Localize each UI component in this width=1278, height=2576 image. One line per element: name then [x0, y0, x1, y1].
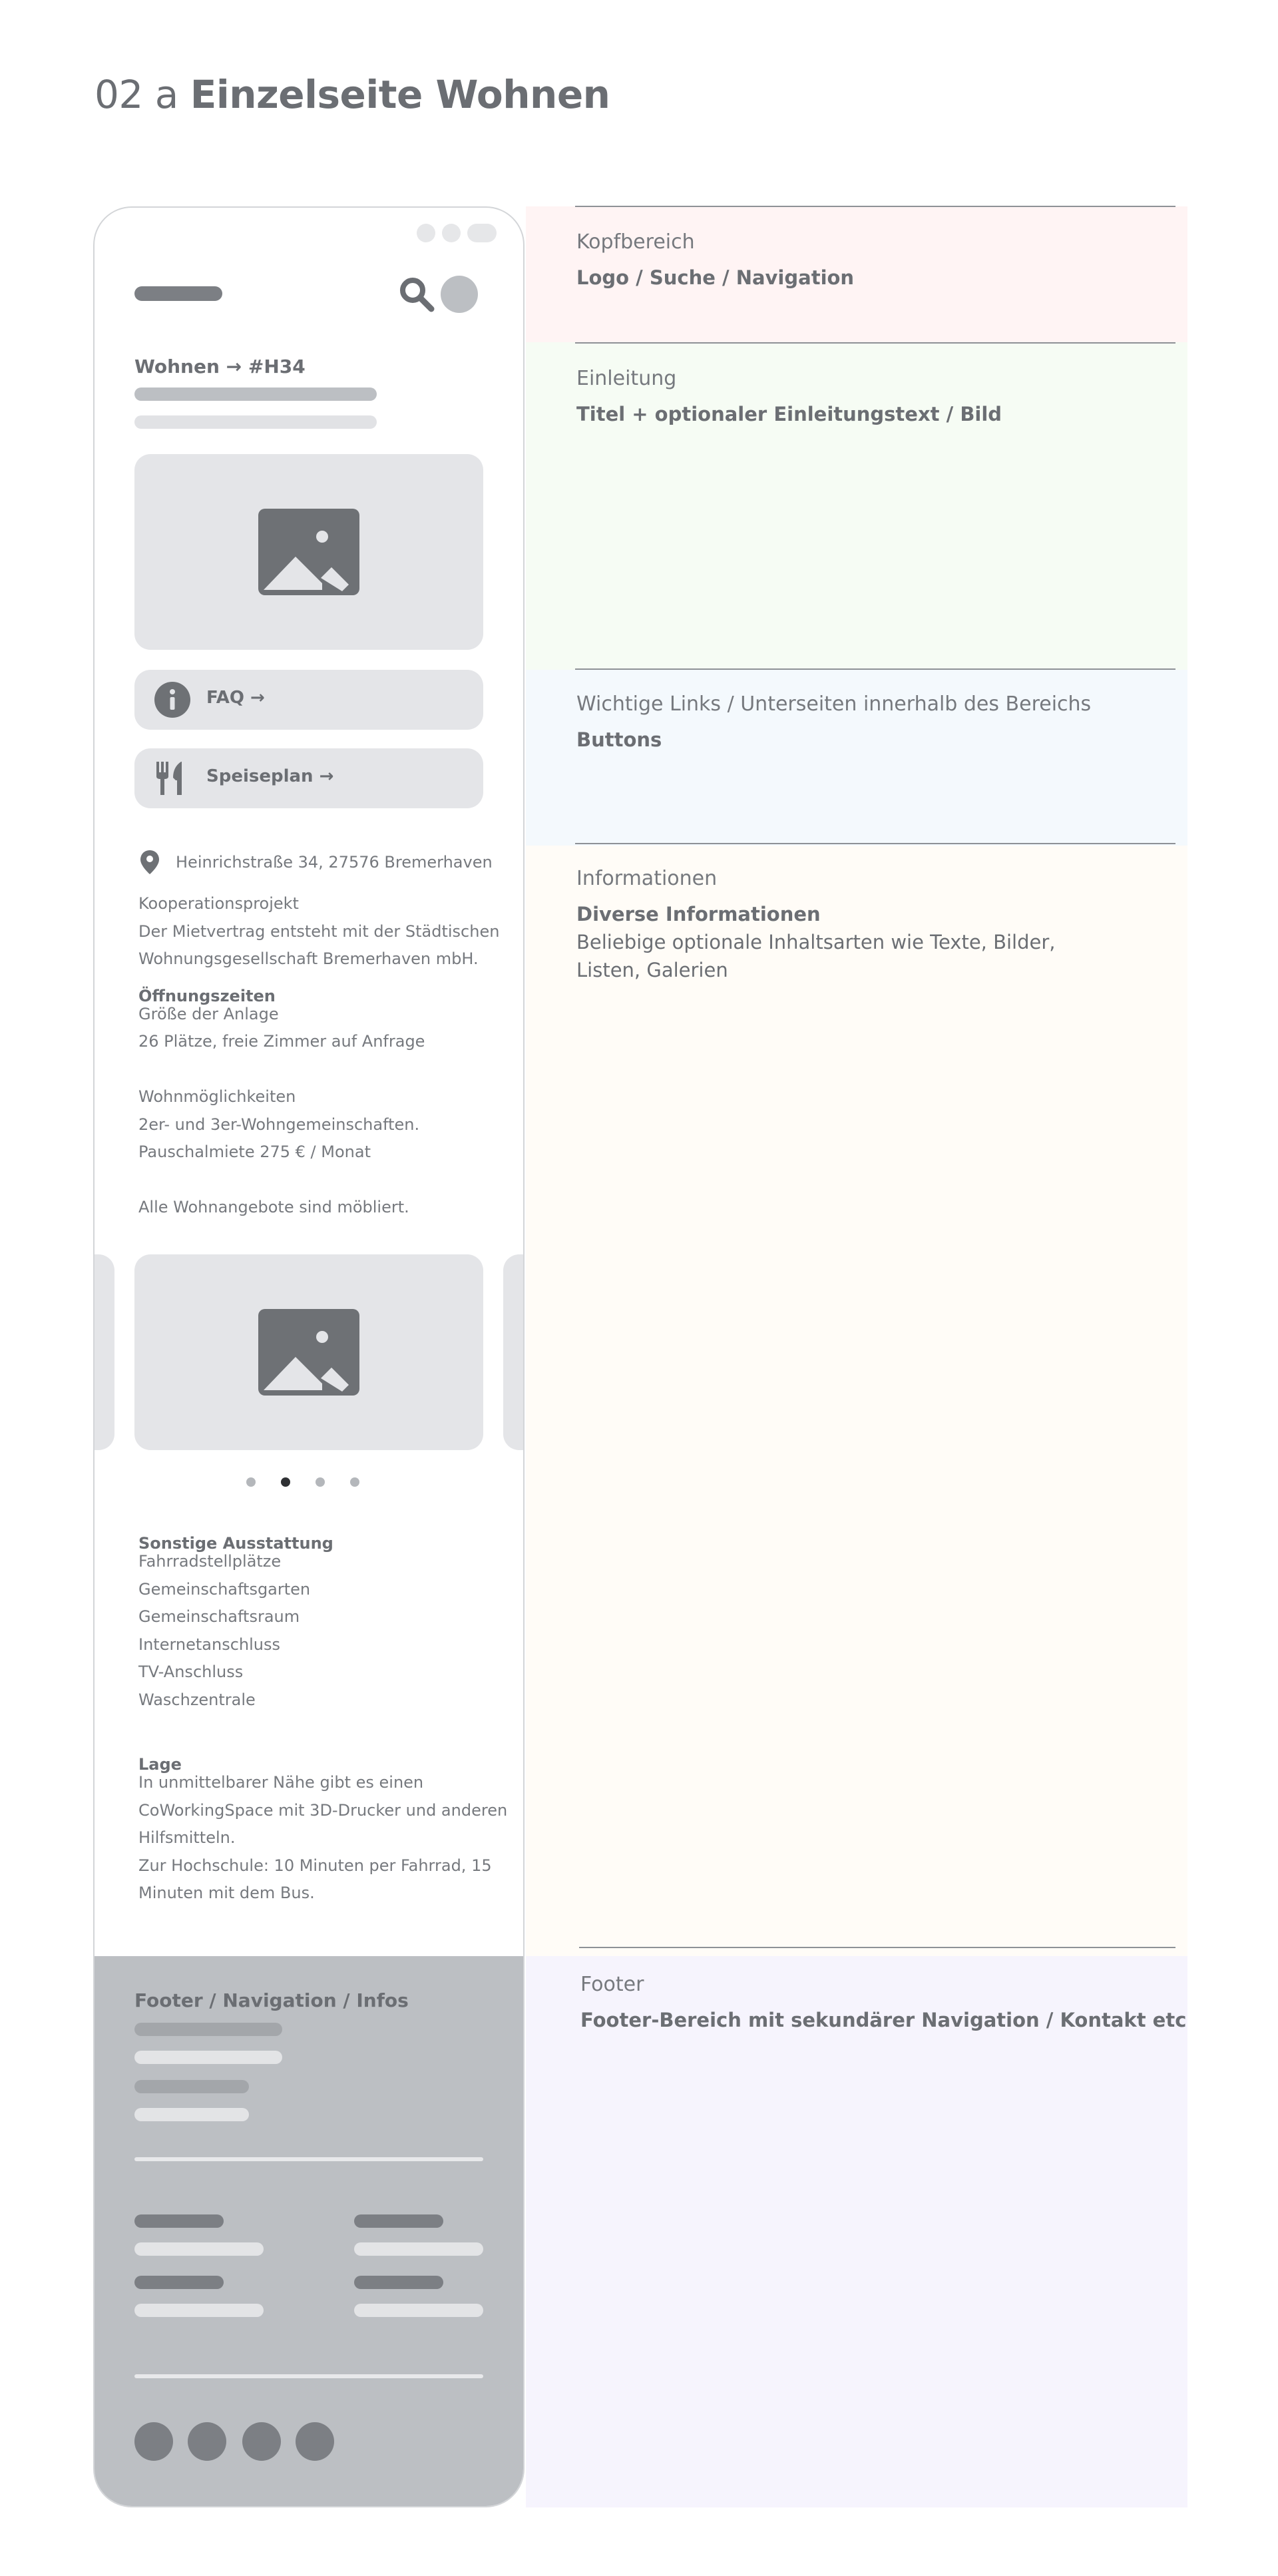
- footer-link[interactable]: [354, 2242, 483, 2256]
- text-placeholder: [134, 415, 377, 429]
- footer-link[interactable]: [354, 2276, 443, 2289]
- logo-placeholder[interactable]: [134, 286, 222, 301]
- carousel-slide[interactable]: [134, 1254, 483, 1450]
- section-label-informationen: Informationen: [576, 867, 718, 890]
- faq-button-label: FAQ →: [206, 688, 265, 708]
- section-label-einleitung: Einleitung: [576, 367, 677, 390]
- cutlery-icon: [154, 760, 188, 796]
- footer-link[interactable]: [134, 2276, 224, 2289]
- list-item: Waschzentrale: [138, 1690, 256, 1709]
- info-text-line: Größe der Anlage: [138, 1005, 279, 1023]
- info-icon: [154, 682, 190, 718]
- band-informationen: [526, 846, 1187, 1956]
- carousel-dot-active[interactable]: [281, 1477, 290, 1487]
- info-text-line: 2er- und 3er-Wohngemeinschaften.: [138, 1115, 420, 1134]
- section-text-informationen: Beliebige optionale Inhaltsarten wie Texte, Bilder,: [576, 931, 1056, 953]
- oeffnungszeiten-heading: Öffnungszeiten: [138, 987, 276, 1005]
- hero-image: [134, 454, 483, 650]
- footer-link[interactable]: [134, 2304, 264, 2317]
- section-desc-informationen: Diverse Informationen: [576, 903, 821, 925]
- footer-link[interactable]: [354, 2214, 443, 2228]
- footer-title: Footer / Navigation / Infos: [134, 1989, 409, 2011]
- info-text-line: Pauschalmiete 275 € / Monat: [138, 1143, 371, 1161]
- status-pill: [467, 224, 497, 242]
- info-text-line: Wohnmöglichkeiten: [138, 1087, 296, 1106]
- footer-divider: [134, 2157, 483, 2161]
- carousel-slide-prev[interactable]: [93, 1254, 114, 1450]
- section-label-footer: Footer: [580, 1973, 644, 1996]
- section-divider: [575, 668, 1175, 670]
- info-text-line: Der Mietvertrag entsteht mit der Städtischen: [138, 922, 500, 941]
- section-divider: [575, 342, 1175, 344]
- info-text-line: Hilfsmitteln.: [138, 1828, 236, 1847]
- ausstattung-heading: Sonstige Ausstattung: [138, 1534, 333, 1553]
- section-desc-footer: Footer-Bereich mit sekundärer Navigation / Kontakt etc: [580, 2009, 1187, 2031]
- footer-link[interactable]: [134, 2242, 264, 2256]
- band-einleitung: [526, 342, 1187, 670]
- social-icon[interactable]: [134, 2422, 173, 2461]
- social-icon[interactable]: [242, 2422, 281, 2461]
- faq-button[interactable]: [134, 670, 483, 730]
- section-desc-einleitung: Titel + optionaler Einleitungstext / Bild: [576, 403, 1002, 425]
- info-text-line: In unmittelbarer Nähe gibt es einen: [138, 1773, 424, 1792]
- footer-link[interactable]: [134, 2080, 249, 2093]
- lage-heading: Lage: [138, 1755, 182, 1774]
- speiseplan-button[interactable]: [134, 748, 483, 808]
- section-divider: [579, 1947, 1175, 1948]
- image-icon: [258, 509, 359, 595]
- location-pin-icon: [140, 850, 160, 875]
- text-placeholder: [134, 387, 377, 401]
- list-item: Fahrradstellplätze: [138, 1552, 282, 1571]
- footer-link[interactable]: [134, 2051, 282, 2064]
- footer-link[interactable]: [134, 2023, 282, 2036]
- info-text-line: Alle Wohnangebote sind möbliert.: [138, 1198, 409, 1216]
- section-text-informationen: Listen, Galerien: [576, 959, 728, 981]
- phone-mockup: [93, 206, 525, 2507]
- list-item: Gemeinschaftsraum: [138, 1607, 300, 1626]
- carousel-dot[interactable]: [246, 1477, 256, 1487]
- list-item: TV-Anschluss: [138, 1663, 244, 1681]
- status-dot: [417, 224, 435, 242]
- section-divider: [575, 843, 1175, 844]
- section-desc-links: Buttons: [576, 728, 662, 751]
- breadcrumb[interactable]: Wohnen → #H34: [134, 356, 306, 378]
- section-desc-kopfbereich: Logo / Suche / Navigation: [576, 266, 855, 289]
- footer-link[interactable]: [134, 2214, 224, 2228]
- image-icon: [258, 1309, 359, 1396]
- info-text-line: Kooperationsprojekt: [138, 894, 299, 913]
- info-text-line: Minuten mit dem Bus.: [138, 1884, 315, 1902]
- info-text-line: Zur Hochschule: 10 Minuten per Fahrrad, 15: [138, 1856, 492, 1875]
- footer-divider: [134, 2374, 483, 2378]
- menu-avatar[interactable]: [441, 276, 478, 313]
- carousel-slide-next[interactable]: [503, 1254, 525, 1450]
- social-icon[interactable]: [188, 2422, 226, 2461]
- footer-link[interactable]: [134, 2108, 249, 2121]
- section-label-kopfbereich: Kopfbereich: [576, 230, 695, 254]
- address: Heinrichstraße 34, 27576 Bremerhaven: [176, 853, 493, 872]
- info-text-line: Wohnungsgesellschaft Bremerhaven mbH.: [138, 949, 479, 968]
- carousel-dot[interactable]: [350, 1477, 359, 1487]
- phone-footer: [95, 1956, 525, 2507]
- carousel-dot[interactable]: [316, 1477, 325, 1487]
- list-item: Gemeinschaftsgarten: [138, 1580, 311, 1599]
- social-icon[interactable]: [296, 2422, 334, 2461]
- search-icon[interactable]: [397, 274, 437, 314]
- band-footer: [526, 1956, 1187, 2507]
- status-dot: [442, 224, 461, 242]
- list-item: Internetanschluss: [138, 1635, 281, 1654]
- info-text-line: 26 Plätze, freie Zimmer auf Anfrage: [138, 1032, 425, 1051]
- speiseplan-button-label: Speiseplan →: [206, 766, 334, 786]
- section-label-links: Wichtige Links / Unterseiten innerhalb des Bereichs: [576, 692, 1092, 716]
- section-divider: [575, 206, 1175, 207]
- footer-link[interactable]: [354, 2304, 483, 2317]
- info-text-line: CoWorkingSpace mit 3D-Drucker und anderen: [138, 1801, 508, 1820]
- page-title: 02 a Einzelseite Wohnen: [95, 72, 610, 117]
